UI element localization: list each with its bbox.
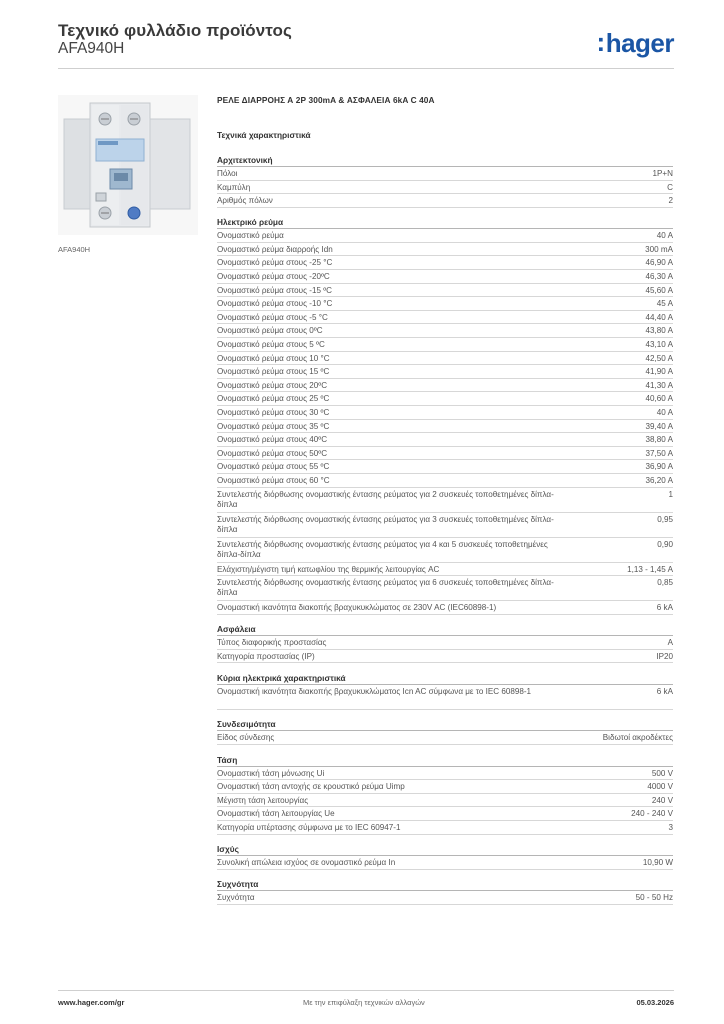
section-title: Τάση (217, 754, 673, 767)
spec-row (217, 433, 673, 447)
spec-label: Είδος σύνδεσης (217, 733, 275, 743)
spec-row (217, 821, 673, 835)
spec-row (217, 194, 673, 208)
spec-value: 300 mA (645, 244, 673, 254)
spec-label: Αριθμός πόλων (217, 196, 273, 206)
spec-section (217, 672, 673, 710)
spec-value: 10,90 W (642, 858, 673, 867)
section-title: Συχνότητα (217, 878, 673, 891)
hager-logo: :hager (596, 27, 674, 58)
spec-value: A (667, 638, 673, 648)
spec-label: Ονομαστικό ρεύμα στους 25 ºC (217, 394, 330, 404)
technical-heading: Τεχνικά χαρακτηριστικά (217, 130, 311, 140)
spec-label: Ονομαστικό ρεύμα διαρροής Idn (217, 244, 333, 254)
spec-section (217, 754, 673, 835)
spec-value: 0,85 (657, 578, 673, 588)
spec-section (217, 216, 673, 614)
spec-label: Ονομαστικό ρεύμα στους 10 °C (217, 353, 330, 363)
spec-label: Ονομαστικό ρεύμα στους -20ºC (217, 272, 330, 282)
spec-label: Κατηγορία προστασίας (IP) (217, 651, 315, 661)
spec-value: 39,40 A (645, 421, 673, 431)
product-name: ΡΕΛΕ ΔΙΑΡΡΟΗΣ Α 2Ρ 300mA & ΑΣΦΑΛΕΙΑ 6kA C 40A (217, 95, 435, 105)
spec-label: Ονομαστικό ρεύμα στους -5 °C (217, 312, 328, 322)
spec-label: Ονομαστικό ρεύμα στους 5 ºC (217, 340, 325, 350)
spec-row (217, 229, 673, 243)
footer-date: 05.03.2026 (636, 998, 674, 1007)
spec-label: Ονομαστικό ρεύμα στους 0ºC (217, 326, 323, 336)
page-footer (58, 990, 674, 1015)
spec-value: 500 V (651, 768, 673, 778)
spec-label: Ονομαστική ικανότητα διακοπής βραχυκυκλώματος σε 230V AC (IEC60898-1) (217, 603, 497, 613)
spec-label: Ονομαστική τάση αντοχής σε κρουστικό ρεύμα Uimp (217, 782, 405, 792)
section-title: Ασφάλεια (217, 623, 673, 636)
spec-label: Ονομαστικό ρεύμα στους 55 ºC (217, 462, 330, 472)
spec-row (217, 780, 673, 794)
spec-value: 1 (668, 489, 673, 499)
spec-value: 0,90 (657, 539, 673, 549)
spec-row (217, 406, 673, 420)
spec-value: 44,40 A (645, 312, 673, 322)
spec-row (217, 891, 673, 905)
spec-row (217, 284, 673, 298)
spec-label: Ονομαστικό ρεύμα στους 60 °C (217, 475, 330, 485)
spec-row (217, 650, 673, 664)
spec-value: 6 kA (656, 603, 673, 613)
spec-label: Μέγιστη τάση λειτουργίας (217, 795, 309, 805)
spec-label: Ονομαστικό ρεύμα στους 15 ºC (217, 367, 330, 377)
spec-section (217, 623, 673, 663)
footer-url[interactable]: www.hager.com/gr (58, 998, 125, 1007)
spec-label: Ονομαστική τάση λειτουργίας Ue (217, 809, 335, 819)
spec-value: 45 A (656, 299, 673, 309)
spec-value: 240 - 240 V (631, 809, 673, 819)
spec-row (217, 767, 673, 781)
spec-row (217, 243, 673, 257)
image-caption: AFA940H (58, 245, 91, 254)
spec-section (217, 843, 673, 870)
spec-row (217, 270, 673, 284)
spec-value: 45,60 A (645, 285, 673, 295)
spec-label: Συντελεστής διόρθωσης ονομαστικής έντασης ρεύματος για 3 συσκευές τοποθετημένες δίπλα-δίπλα (217, 514, 554, 534)
spec-row (217, 474, 673, 488)
spec-row (217, 856, 673, 870)
spec-row (217, 379, 673, 393)
spec-row (217, 563, 673, 577)
spec-value: IP20 (656, 651, 673, 661)
spec-label: Συχνότητα (217, 893, 255, 903)
section-title: Ηλεκτρικό ρεύμα (217, 216, 673, 229)
spec-row (217, 601, 673, 615)
spec-value: 36,20 A (645, 475, 673, 485)
section-title: Συνδεσιμότητα (217, 718, 673, 731)
spec-row (217, 392, 673, 406)
spec-row (217, 352, 673, 366)
spec-row (217, 338, 673, 352)
spec-row (217, 181, 673, 195)
spec-row (217, 807, 673, 821)
spec-value: 43,10 A (645, 340, 673, 350)
spec-value: 40 A (656, 231, 673, 241)
section-title: Κύρια ηλεκτρικά χαρακτηριστικά (217, 672, 673, 685)
section-title: Αρχιτεκτονική (217, 154, 673, 167)
spec-row (217, 538, 673, 563)
spec-label: Ονομαστικό ρεύμα στους 20ºC (217, 380, 328, 390)
specifications (217, 95, 673, 913)
spec-value: 0,95 (657, 514, 673, 524)
footer-note: Με την επιφύλαξη τεχνικών αλλαγών (303, 998, 425, 1007)
product-image (58, 95, 198, 235)
spec-row (217, 167, 673, 181)
spec-label: Ονομαστικό ρεύμα στους 30 ºC (217, 408, 330, 417)
product-image-column (58, 95, 198, 254)
spec-value: 41,90 A (645, 367, 673, 377)
spec-label: Ονομαστικό ρεύμα στους 35 ºC (217, 421, 330, 431)
spec-row (217, 513, 673, 538)
spec-value: 2 (668, 196, 673, 206)
spec-label: Ονομαστικό ρεύμα στους 40ºC (217, 435, 328, 445)
spec-section (217, 154, 673, 208)
spec-sections (217, 154, 673, 905)
spec-label: Ονομαστικό ρεύμα στους 50ºC (217, 448, 328, 458)
spec-value: 36,90 A (645, 462, 673, 472)
spec-row (217, 447, 673, 461)
spec-value: 40 A (656, 408, 673, 417)
spec-row (217, 460, 673, 474)
spec-value: 240 V (651, 795, 673, 805)
spec-row (217, 488, 673, 513)
spec-row (217, 365, 673, 379)
spec-section (217, 878, 673, 905)
spec-row (217, 324, 673, 338)
spec-value: 1,13 - 1,45 A (627, 564, 673, 574)
spec-label: Ονομαστική ικανότητα διακοπής βραχυκυκλώματος Icn AC σύμφωνα με το IEC 60898-1 (217, 686, 532, 696)
spec-label: Ονομαστικό ρεύμα (217, 231, 284, 241)
spec-row (217, 731, 673, 745)
spec-row (217, 794, 673, 808)
spec-value: 4000 V (647, 782, 673, 792)
spec-value: 1P+N (652, 169, 673, 178)
spec-row (217, 685, 673, 710)
spec-value: 37,50 A (645, 448, 673, 458)
spec-value: 40,60 A (645, 394, 673, 404)
spec-row (217, 420, 673, 434)
page-header (58, 20, 674, 69)
spec-value: 50 - 50 Hz (635, 893, 673, 903)
spec-label: Πόλοι (217, 169, 238, 178)
spec-label: Κατηγορία υπέρτασης σύμφωνα με το IEC 60947-1 (217, 822, 401, 832)
spec-value: 42,50 A (645, 353, 673, 363)
spec-value: 46,90 A (645, 258, 673, 268)
spec-label: Ονομαστική τάση μόνωσης Ui (217, 768, 325, 778)
spec-value: 46,30 A (645, 272, 673, 282)
product-code: AFA940H (58, 40, 125, 57)
spec-row (217, 256, 673, 270)
spec-label: Τύπος διαφορικής προστασίας (217, 638, 327, 648)
spec-label: Συντελεστής διόρθωσης ονομαστικής έντασης ρεύματος για 2 συσκευές τοποθετημένες δίπλα-δίπλα (217, 489, 554, 509)
spec-value: 38,80 A (645, 435, 673, 445)
spec-row (217, 576, 673, 601)
spec-value: 6 kA (656, 686, 673, 696)
spec-value: C (667, 182, 673, 192)
spec-label: Ελάχιστη/μέγιστη τιμή κατωφλίου της θερμικής λειτουργίας AC (217, 564, 440, 574)
spec-label: Ονομαστικό ρεύμα στους -10 °C (217, 299, 333, 309)
spec-label: Συντελεστής διόρθωσης ονομαστικής έντασης ρεύματος για 4 και 5 συσκευές τοποθετημένες δίπλα-δίπλα (217, 539, 548, 559)
spec-row (217, 636, 673, 650)
section-title: Ισχύς (217, 843, 673, 856)
spec-value: 43,80 A (645, 326, 673, 336)
document-title: Τεχνικό φυλλάδιο προϊόντος (58, 21, 292, 40)
spec-value: 3 (668, 822, 673, 832)
spec-section (217, 718, 673, 745)
spec-label: Ονομαστικό ρεύμα στους -15 ºC (217, 285, 333, 295)
spec-label: Ονομαστικό ρεύμα στους -25 °C (217, 258, 333, 268)
spec-label: Καμπύλη (217, 182, 251, 192)
spec-label: Συντελεστής διόρθωσης ονομαστικής έντασης ρεύματος για 6 συσκευές τοποθετημένες δίπλα-δίπλα (217, 578, 554, 598)
spec-label: Συνολική απώλεια ισχύος σε ονομαστικό ρεύμα In (217, 858, 396, 867)
spec-value: Βιδωτοί ακροδέκτες (602, 733, 673, 743)
spec-row (217, 297, 673, 311)
spec-value: 41,30 A (645, 380, 673, 390)
spec-row (217, 311, 673, 325)
